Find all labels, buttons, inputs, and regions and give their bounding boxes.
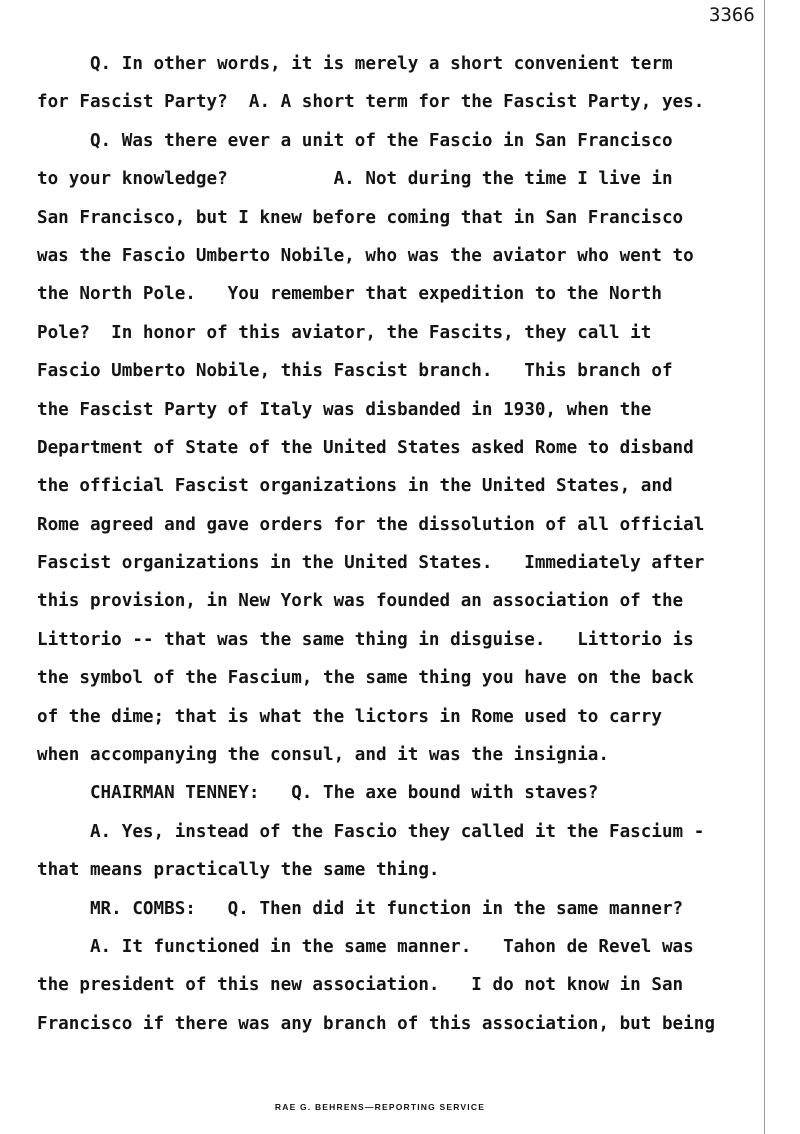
transcript-line: Francisco if there was any branch of this association, but being [37,1013,715,1034]
transcript-line: the official Fascist organizations in the United States, and [37,476,673,497]
transcript-line: Q. Was there ever a unit of the Fascio in San Francisco [37,130,673,151]
transcript-line: of the dime; that is what the lictors in Rome used to carry [37,706,662,727]
transcript-line: A. Yes, instead of the Fascio they called it the Fascium - [37,821,705,842]
transcript-line: Pole? In honor of this aviator, the Fascits, they call it [37,322,652,343]
transcript-line: A. It functioned in the same manner. Tahon de Revel was [37,936,694,957]
transcript-line: the president of this new association. I do not know in San [37,975,684,996]
transcript-line: the Fascist Party of Italy was disbanded in 1930, when the [37,399,652,420]
transcript-line: Fascio Umberto Nobile, this Fascist branch. This branch of [37,361,673,382]
transcript-line: this provision, in New York was founded an association of the [37,591,684,612]
transcript-line: San Francisco, but I knew before coming that in San Francisco [37,207,684,228]
transcript-line: was the Fascio Umberto Nobile, who was the aviator who went to [37,245,694,266]
transcript-line: MR. COMBS: Q. Then did it function in the same manner? [37,898,684,919]
transcript-line: Fascist organizations in the United States. Immediately after [37,553,705,574]
page-number: 3366 [709,4,755,26]
transcript-line: Littorio -- that was the same thing in disguise. Littorio is [37,629,694,650]
transcript-line: that means practically the same thing. [37,860,440,881]
transcript-line: Department of State of the United States asked Rome to disband [37,437,694,458]
transcript-line: Q. In other words, it is merely a short convenient term [37,54,673,74]
transcript-line: Rome agreed and gave orders for the dissolution of all official [37,514,705,535]
transcript-line: CHAIRMAN TENNEY: Q. The axe bound with staves? [37,783,599,804]
transcript-line: when accompanying the consul, and it was the insignia. [37,745,609,766]
reporting-service-footer: RAE G. BEHRENS—REPORTING SERVICE [274,1102,486,1112]
transcript-line: the symbol of the Fascium, the same thing you have on the back [37,668,694,689]
transcript-line: to your knowledge? A. Not during the time I live in [37,169,673,190]
transcript-body [37,45,767,1043]
transcript-line: the North Pole. You remember that expedition to the North [37,284,662,305]
transcript-line: for Fascist Party? A. A short term for the Fascist Party, yes. [37,92,705,113]
